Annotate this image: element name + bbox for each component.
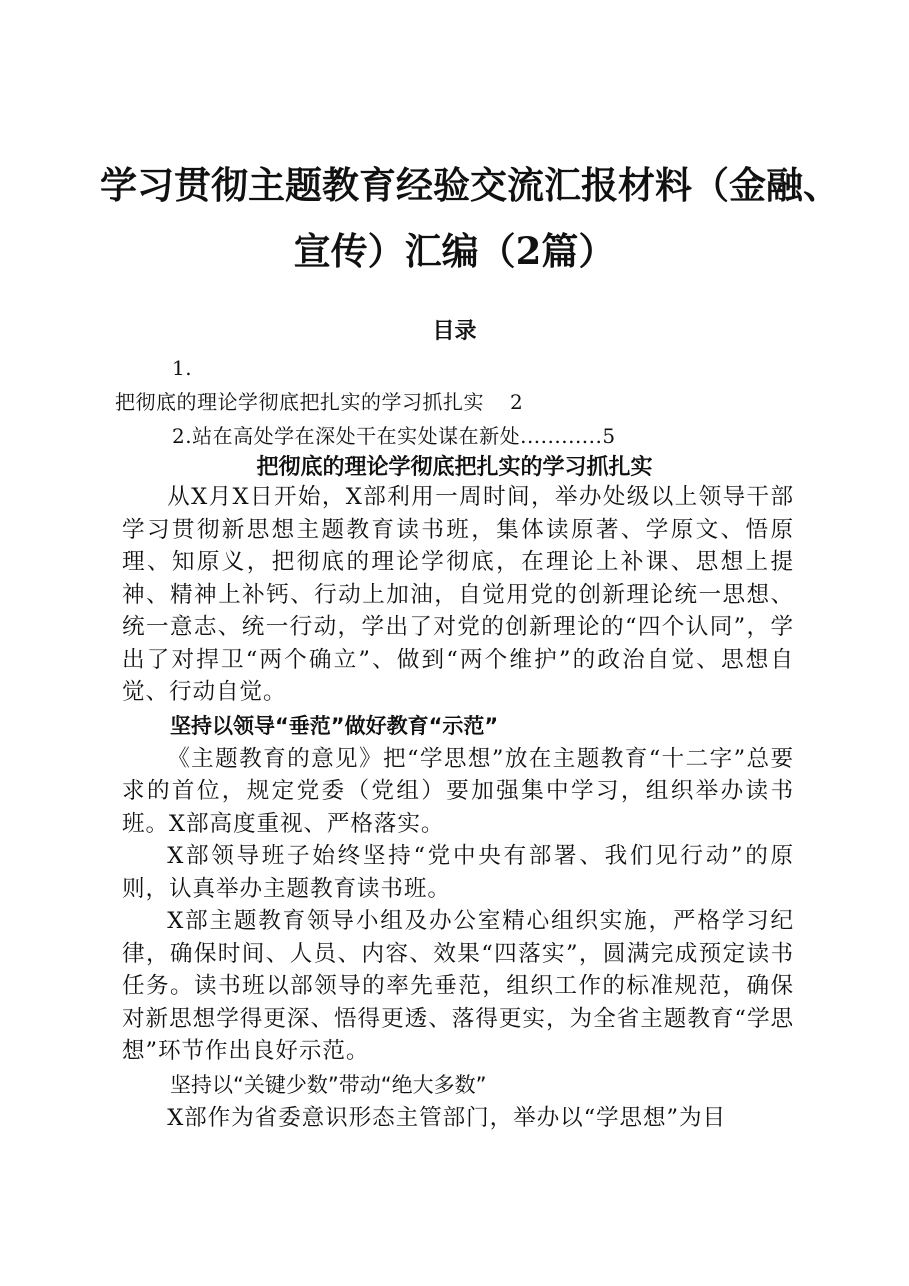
paragraph: 《主题教育的意见》把“学思想”放在主题教育“十二字”总要求的首位，规定党委（党组）要加强集中学习，组织举办读书班。X部高度重视、严格落实。 (122, 745, 794, 837)
section-body (122, 481, 794, 1134)
section-heading: 把彻底的理论学彻底把扎实的学习抓扎实 (256, 454, 653, 480)
paragraph: X部主题教育领导小组及办公室精心组织实施，严格学习纪律，确保时间、人员、内容、效果“四落实”，圆满完成预定读书任务。读书班以部领导的率先垂范，组织工作的标准规范，确保对新思想学得更深、悟得更透、落得更实，为全省主题教育“学思想”环节作出良好示范。 (122, 908, 794, 1064)
toc-item-2: 2.站在高处学在深处干在实处谋在新处............5 (172, 424, 616, 448)
document-title-line-1: 学习贯彻主题教育经验交流汇报材料（金融、 (100, 163, 840, 207)
subheading: 坚持以领导“垂范”做好教育“示范” (170, 713, 499, 738)
paragraph: X部作为省委意识形态主管部门，举办以“学思想”为目 (167, 1104, 726, 1131)
toc-item-1-page: 2 (510, 390, 524, 414)
paragraph: 从X月X日开始，X部利用一周时间，举办处级以上领导干部学习贯彻新思想主题教育读书班，集体读原著、学原文、悟原理、知原义，把彻底的理论学彻底，在理论上补课、思想上提神、精神上补钙、行动上加油，自觉用党的创新理论统一思想、统一意志、统一行动，学出了对党的创新理论的“四个认同”，学出了对捍卫“两个确立”、做到“两个维护”的政治自觉、思想自觉、行动自觉。 (122, 484, 794, 705)
document-title-line-2: 宣传）汇编（2篇） (293, 229, 616, 273)
toc-item-1 (115, 388, 523, 416)
toc-heading: 目录 (432, 318, 477, 344)
toc-item-1-number: 1. (172, 356, 193, 380)
subheading: 坚持以“关键少数”带动“绝大多数” (170, 1072, 487, 1097)
paragraph: X部领导班子始终坚持“党中央有部署、我们见行动”的原则，认真举办主题教育读书班。 (122, 843, 794, 902)
toc-item-1-text: 把彻底的理论学彻底把扎实的学习抓扎实 (115, 390, 484, 414)
